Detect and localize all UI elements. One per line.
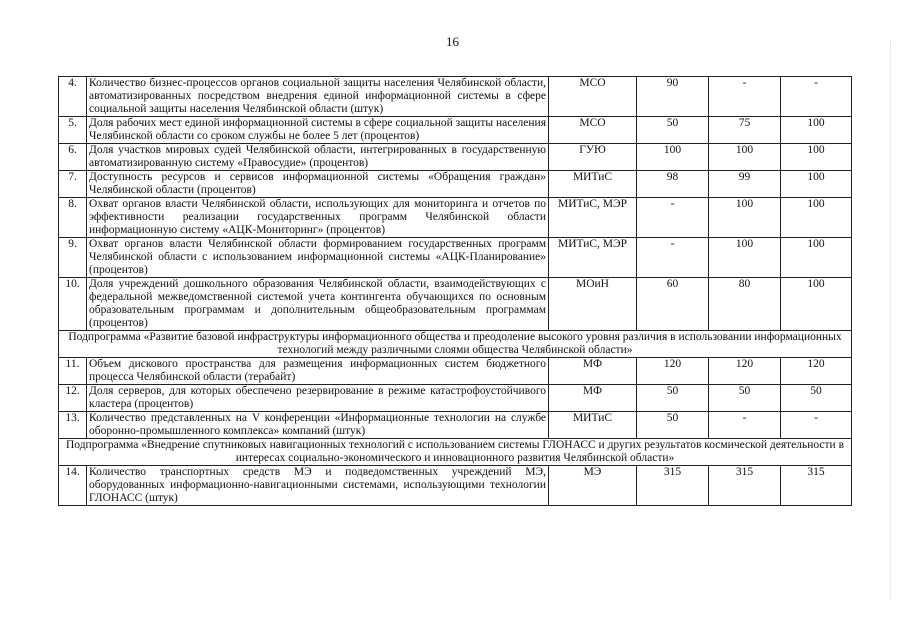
row-value-2: 75: [709, 117, 781, 144]
row-organization: МЭ: [549, 466, 637, 506]
subprogram-row: [59, 331, 852, 358]
row-organization: МОиН: [549, 278, 637, 331]
indicators-table: [58, 76, 852, 506]
row-value-1: 60: [637, 278, 709, 331]
row-value-3: 100: [781, 171, 852, 198]
table-body: [59, 77, 852, 506]
row-description: Охват органов власти Челябинской области, использующих для мониторинга и отчетов по эффективности реализации государственных программ Челябинской области информационную систему «АЦК-Мониторинг» (процентов): [87, 198, 549, 238]
row-organization: МСО: [549, 117, 637, 144]
row-number: 6.: [59, 144, 87, 171]
row-description: Объем дискового пространства для размещения информационных систем бюджетного процесса Челябинской области (терабайт): [87, 358, 549, 385]
row-description: Доля учреждений дошкольного образования Челябинской области, взаимодействующих с федеральной межведомственной системой учета контингента обучающихся по основным образовательным программам и дополнительным общеобразовательным программам (процентов): [87, 278, 549, 331]
table-row: [59, 117, 852, 144]
row-value-2: 100: [709, 238, 781, 278]
row-number: 14.: [59, 466, 87, 506]
row-value-3: 100: [781, 198, 852, 238]
row-value-3: 120: [781, 358, 852, 385]
row-value-2: 100: [709, 144, 781, 171]
row-organization: МСО: [549, 77, 637, 117]
row-description: Количество транспортных средств МЭ и подведомственных учреждений МЭ, оборудованных информационно-навигационными системами, использующими технологии ГЛОНАСС (штук): [87, 466, 549, 506]
row-organization: МИТиС, МЭР: [549, 238, 637, 278]
subprogram-row: [59, 439, 852, 466]
table-row: [59, 412, 852, 439]
page-number: 16: [446, 34, 459, 49]
row-value-2: -: [709, 77, 781, 117]
table-row: [59, 144, 852, 171]
row-value-1: -: [637, 238, 709, 278]
row-value-1: 120: [637, 358, 709, 385]
row-organization: МИТиС, МЭР: [549, 198, 637, 238]
table-row: [59, 385, 852, 412]
subprogram-title: Подпрограмма «Внедрение спутниковых навигационных технологий с использованием системы ГЛОНАСС и других результатов космической деятельности в интересах социально-экономического и инновационного развития Челябинской области»: [59, 439, 852, 466]
row-description: Доля рабочих мест единой информационной системы в сфере социальной защиты населения Челябинской области со сроком службы не более 5 лет (процентов): [87, 117, 549, 144]
table-row: [59, 198, 852, 238]
row-value-1: 50: [637, 385, 709, 412]
row-description: Доступность ресурсов и сервисов информационной системы «Обращения граждан» Челябинской области (процентов): [87, 171, 549, 198]
row-value-2: 50: [709, 385, 781, 412]
row-value-3: -: [781, 412, 852, 439]
table-row: [59, 77, 852, 117]
row-organization: ГУЮ: [549, 144, 637, 171]
table-row: [59, 358, 852, 385]
row-value-2: 315: [709, 466, 781, 506]
row-number: 13.: [59, 412, 87, 439]
row-value-3: 100: [781, 117, 852, 144]
row-value-3: 100: [781, 144, 852, 171]
row-description: Количество представленных на V конференции «Информационные технологии на службе оборонно-промышленного комплекса» компаний (штук): [87, 412, 549, 439]
row-value-1: 100: [637, 144, 709, 171]
row-number: 10.: [59, 278, 87, 331]
row-organization: МИТиС: [549, 171, 637, 198]
row-number: 11.: [59, 358, 87, 385]
row-number: 9.: [59, 238, 87, 278]
scan-edge-artifact: [890, 40, 899, 600]
row-value-1: 90: [637, 77, 709, 117]
row-value-1: 50: [637, 117, 709, 144]
row-description: Доля серверов, для которых обеспечено резервирование в режиме катастрофоустойчивого кластера (процентов): [87, 385, 549, 412]
row-value-3: 50: [781, 385, 852, 412]
row-number: 7.: [59, 171, 87, 198]
row-value-3: -: [781, 77, 852, 117]
row-number: 12.: [59, 385, 87, 412]
row-number: 8.: [59, 198, 87, 238]
row-value-1: -: [637, 198, 709, 238]
row-organization: МИТиС: [549, 412, 637, 439]
row-value-3: 100: [781, 278, 852, 331]
row-number: 5.: [59, 117, 87, 144]
row-value-3: 100: [781, 238, 852, 278]
subprogram-title: Подпрограмма «Развитие базовой инфраструктуры информационного общества и преодоление высокого уровня различия в использовании информационных технологий между различными слоями общества Челябинской области»: [59, 331, 852, 358]
table-row: [59, 171, 852, 198]
row-description: Доля участков мировых судей Челябинской области, интегрированных в государственную автоматизированную систему «Правосудие» (процентов): [87, 144, 549, 171]
row-value-2: 99: [709, 171, 781, 198]
row-organization: МФ: [549, 358, 637, 385]
row-value-1: 315: [637, 466, 709, 506]
row-organization: МФ: [549, 385, 637, 412]
row-value-2: 80: [709, 278, 781, 331]
table-row: [59, 238, 852, 278]
row-number: 4.: [59, 77, 87, 117]
row-value-1: 98: [637, 171, 709, 198]
row-value-1: 50: [637, 412, 709, 439]
table-row: [59, 278, 852, 331]
table-row: [59, 466, 852, 506]
row-description: Количество бизнес-процессов органов социальной защиты населения Челябинской области, автоматизированных посредством внедрения единой информационной системы в сфере социальной защиты населения Челябинской области (штук): [87, 77, 549, 117]
row-value-2: 100: [709, 198, 781, 238]
row-value-2: -: [709, 412, 781, 439]
row-description: Охват органов власти Челябинской области формированием государственных программ Челябинской области с использованием информационной системы «АЦК-Планирование» (процентов): [87, 238, 549, 278]
row-value-2: 120: [709, 358, 781, 385]
row-value-3: 315: [781, 466, 852, 506]
